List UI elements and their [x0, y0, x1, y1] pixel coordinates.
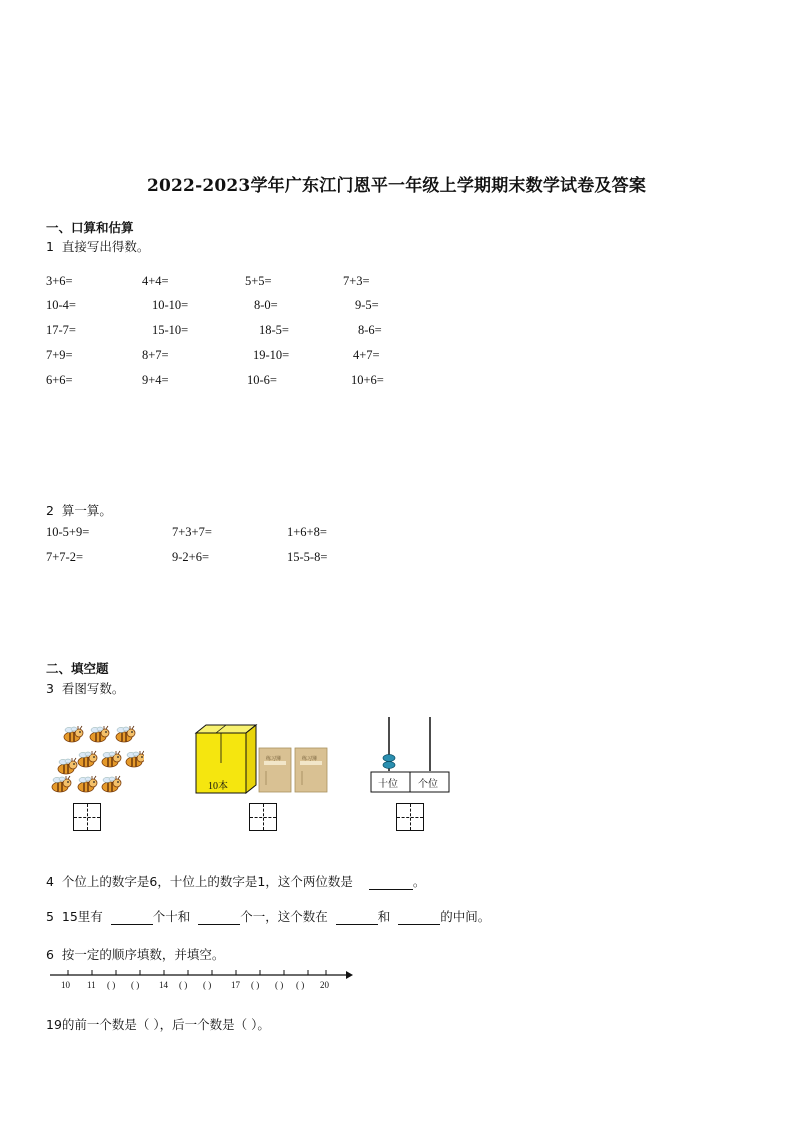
question-text: 的中间。 [440, 909, 491, 924]
answer-blank[interactable] [198, 912, 240, 925]
question-6 [46, 945, 224, 963]
answer-blank[interactable] [369, 877, 413, 890]
question-1 [46, 237, 149, 255]
section-heading-2: 二、填空题 [46, 661, 109, 676]
box-label: 10本 [208, 781, 228, 792]
number-line-label: 11 [87, 980, 96, 990]
question-text: 按一定的顺序填数，并填空。 [61, 947, 225, 962]
answer-blank[interactable] [336, 912, 378, 925]
question-text: 个位上的数字是6，十位上的数字是1，这个两位数是 [61, 874, 353, 889]
question-3 [46, 679, 124, 697]
number-line-blank[interactable]: ( ) [251, 980, 260, 990]
question-number: 5 [46, 909, 54, 924]
equation: 19-10= [253, 348, 290, 362]
equation: 8-0= [254, 298, 278, 312]
abacus-tens-label: 十位 [378, 779, 398, 790]
number-line-blank[interactable]: ( ) [275, 980, 284, 990]
equation: 7+3= [343, 274, 370, 288]
equation: 8+7= [142, 348, 169, 362]
equation: 10-5+9= [46, 525, 90, 539]
question-2 [46, 501, 112, 519]
question-number: 4 [46, 874, 54, 889]
equation: 17-7= [46, 323, 76, 337]
equation: 4+4= [142, 274, 169, 288]
number-line-blank[interactable]: ( ) [203, 980, 212, 990]
question-number: 2 [46, 503, 54, 518]
question-number: 6 [46, 947, 54, 962]
question-text: 个一，这个数在 [240, 909, 328, 924]
equation: 10-6= [247, 373, 277, 387]
page-title: 2022-2023学年广东江门恩平一年级上学期期末数学试卷及答案 [146, 176, 647, 196]
equation: 8-6= [358, 323, 382, 337]
question-4 [46, 872, 425, 890]
q6-followup: 19的前一个数是（ ），后一个数是（ ）。 [46, 1017, 270, 1032]
question-text-end: 。 [412, 874, 426, 889]
equation: 9-5= [355, 298, 379, 312]
equation: 10+6= [351, 373, 384, 387]
equation: 10-4= [46, 298, 76, 312]
question-text: 算一算。 [61, 503, 112, 518]
equation: 7+9= [46, 348, 73, 362]
number-line-blank[interactable]: ( ) [107, 980, 116, 990]
number-line-label: 14 [159, 980, 168, 990]
equation: 15-10= [152, 323, 189, 337]
question-5 [46, 907, 490, 925]
equation: 7+7-2= [46, 550, 84, 564]
equation: 4+7= [353, 348, 380, 362]
equation: 7+3+7= [172, 525, 212, 539]
question-number: 1 [46, 239, 54, 254]
question-text: 直接写出得数。 [61, 239, 150, 254]
equation: 5+5= [245, 274, 272, 288]
notebook-label: 练习簿 [302, 756, 318, 762]
answer-box[interactable] [396, 803, 424, 831]
question-number: 3 [46, 681, 54, 696]
number-line-blank[interactable]: ( ) [131, 980, 140, 990]
number-line-label: 20 [320, 980, 329, 990]
question-text: 15里有 [61, 909, 103, 924]
equation: 9+4= [142, 373, 169, 387]
number-line-blank[interactable]: ( ) [179, 980, 188, 990]
equation: 1+6+8= [287, 525, 327, 539]
abacus-ones-label: 个位 [418, 779, 438, 790]
equation: 15-5-8= [287, 550, 328, 564]
section-heading-1: 一、口算和估算 [46, 220, 134, 235]
equation: 10-10= [152, 298, 189, 312]
question-text: 个十和 [152, 909, 191, 924]
equation: 18-5= [259, 323, 289, 337]
equation: 3+6= [46, 274, 73, 288]
equation: 6+6= [46, 373, 73, 387]
notebook-label: 练习簿 [266, 756, 282, 762]
answer-blank[interactable] [111, 912, 153, 925]
answer-box[interactable] [73, 803, 101, 831]
question-text: 和 [377, 909, 391, 924]
question-text: 看图写数。 [61, 681, 125, 696]
number-line-blank[interactable]: ( ) [296, 980, 305, 990]
answer-box[interactable] [249, 803, 277, 831]
number-line-label: 17 [231, 980, 240, 990]
answer-blank[interactable] [398, 912, 440, 925]
equation: 9-2+6= [172, 550, 210, 564]
bees-picture [48, 724, 144, 800]
number-line-label: 10 [61, 980, 70, 990]
